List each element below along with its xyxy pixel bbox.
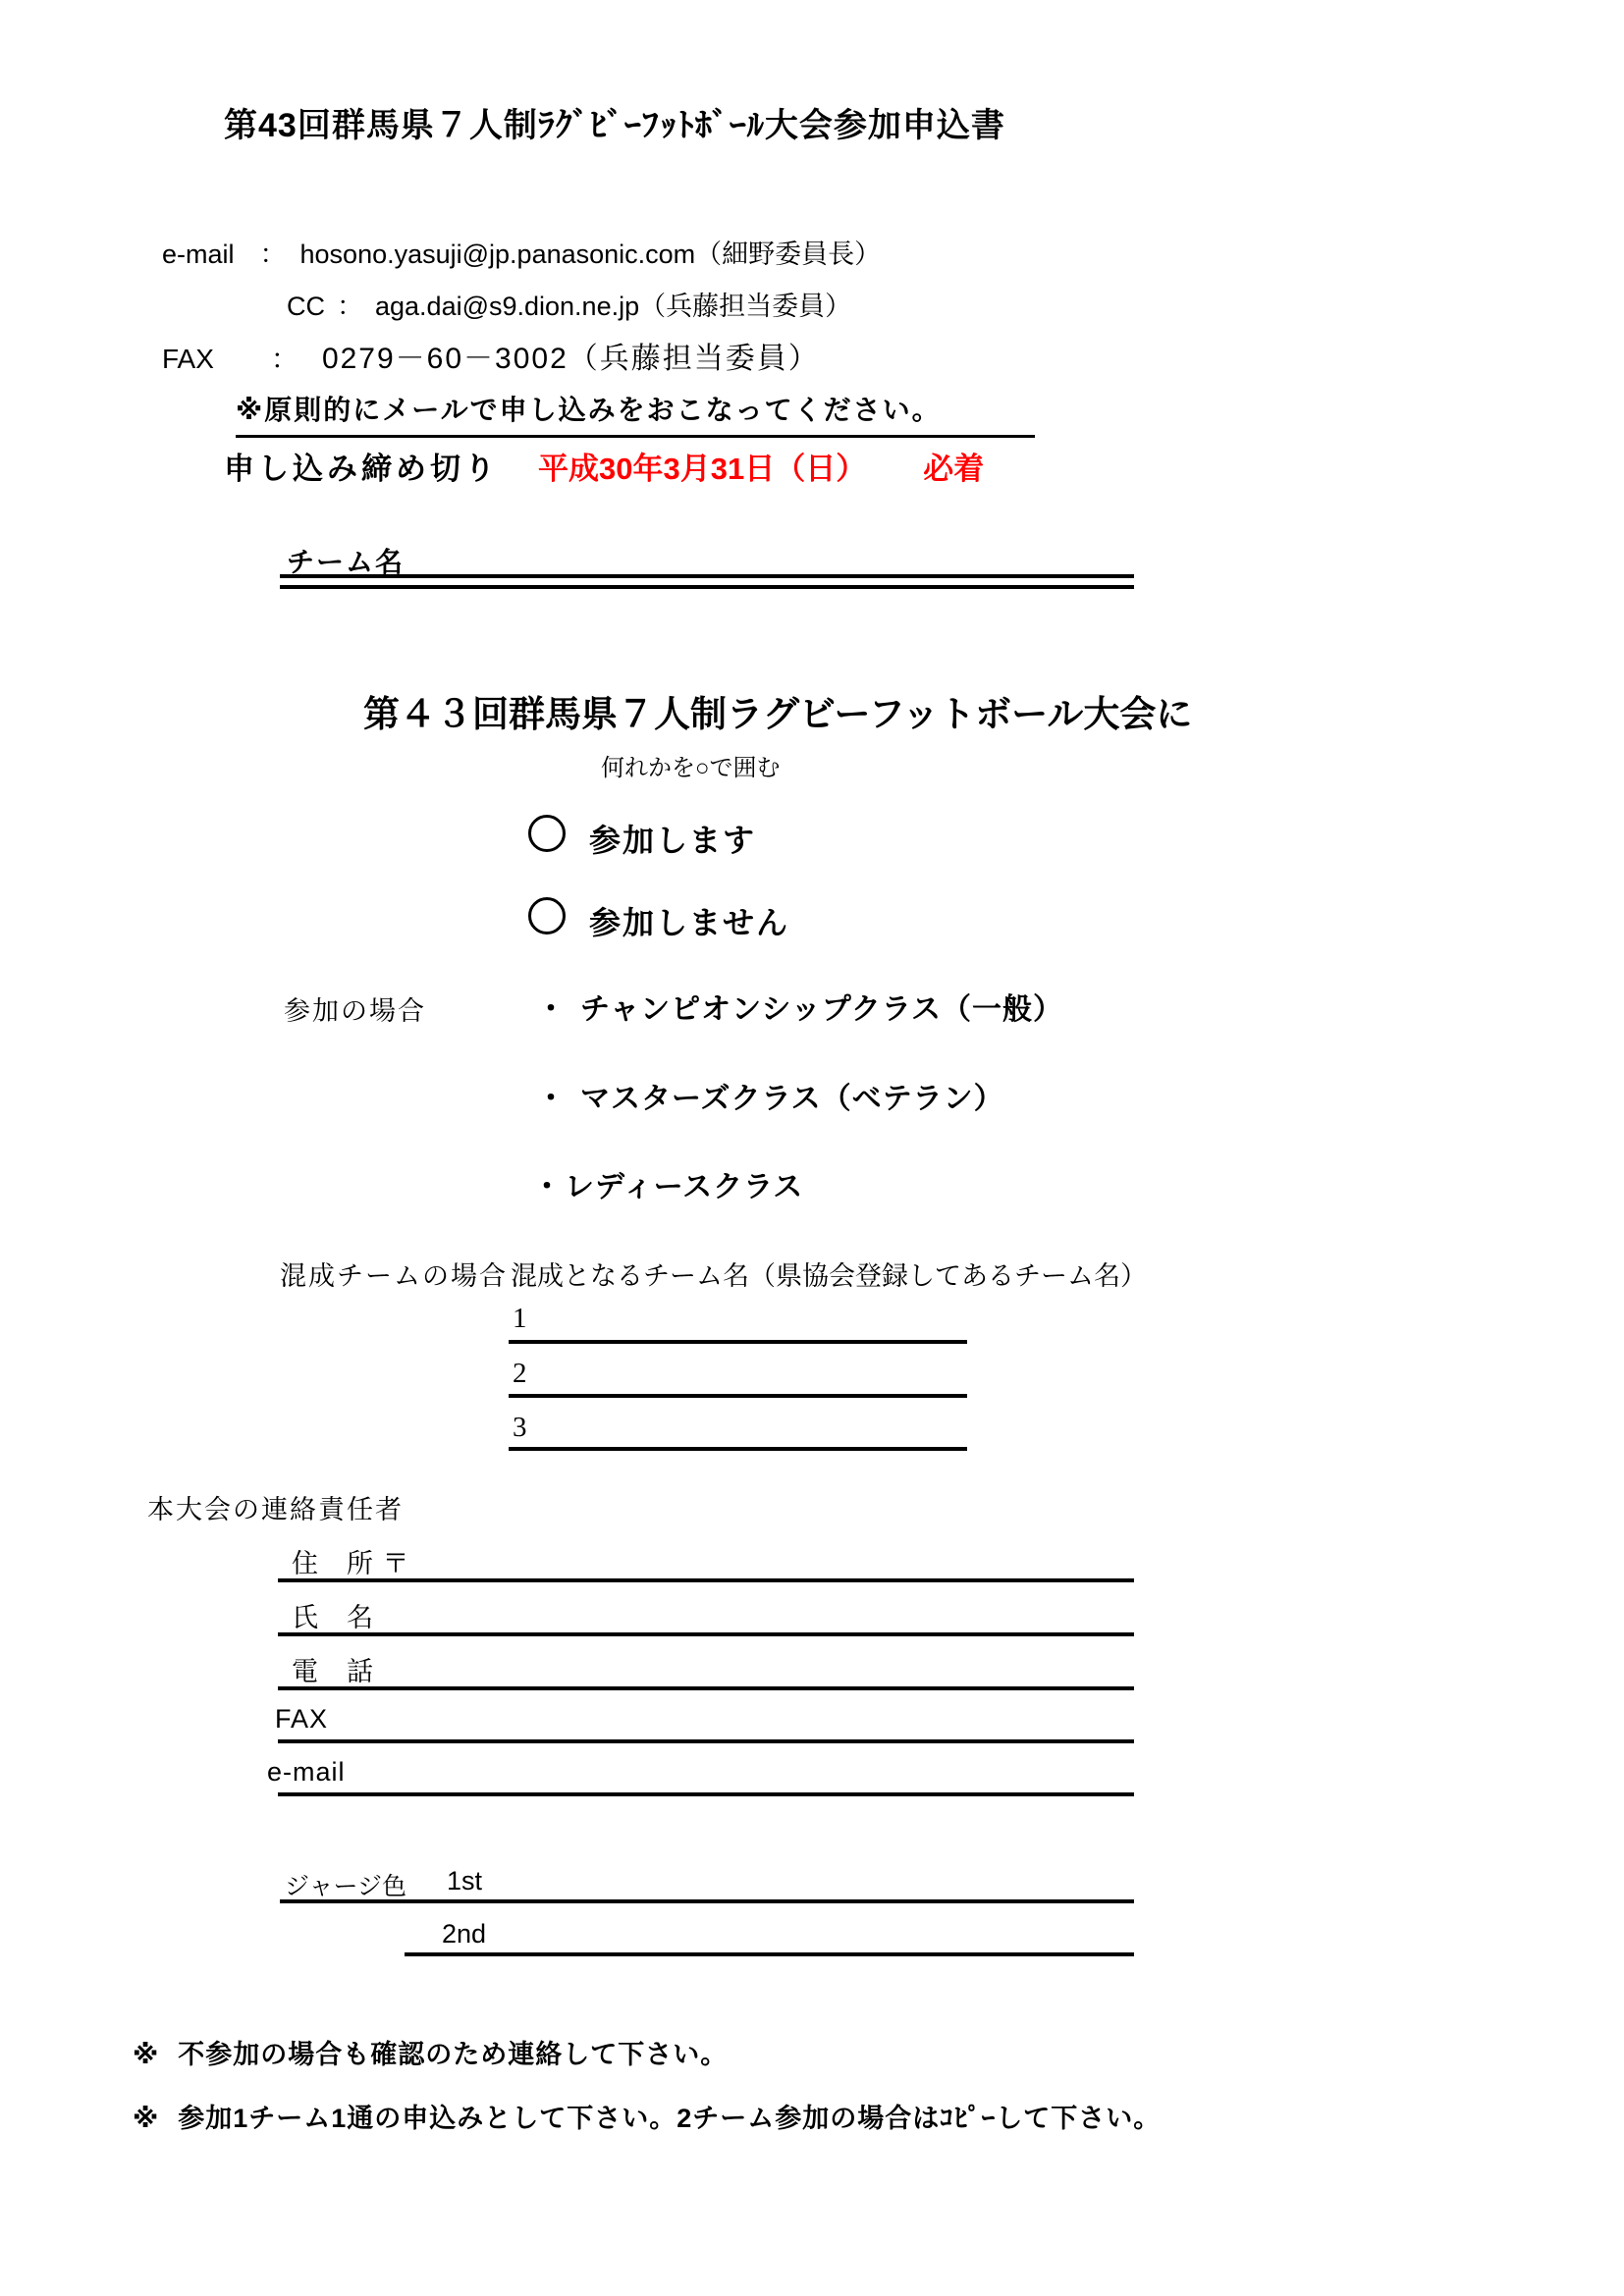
- header-email-row: [162, 233, 881, 271]
- mixed-team-row-number: 1: [513, 1303, 527, 1334]
- deadline-date: 平成30年3月31日（日）: [538, 452, 867, 486]
- bullet-icon: ・: [536, 993, 567, 1026]
- fax-colon: ：: [270, 344, 298, 374]
- cc-colon: ：: [337, 292, 363, 321]
- deadline-row: [224, 444, 984, 488]
- cc-value: aga.dai@s9.dion.ne.jp（兵藤担当委員）: [375, 292, 852, 321]
- team-name-input-line[interactable]: [280, 574, 1134, 589]
- address-field-label: 住 所 〒: [292, 1549, 410, 1578]
- class-option-masters: [536, 1074, 1004, 1117]
- fax-label: FAX: [162, 344, 214, 374]
- email-input-line[interactable]: [278, 1792, 1134, 1796]
- participate-yes-label: 参加します: [589, 823, 757, 858]
- class-option-ladies: [532, 1162, 803, 1205]
- fax-value: 0279－60－3002（兵藤担当委員）: [321, 343, 820, 375]
- mixed-team-condition-label: 混成チームの場合: [280, 1261, 508, 1291]
- participate-no-label: 参加しません: [589, 905, 790, 940]
- note-marker: ※: [133, 2040, 159, 2069]
- email-value: hosono.yasuji@jp.panasonic.com（細野委員長）: [299, 240, 882, 269]
- header-cc-row: [287, 285, 851, 323]
- phone-input-line[interactable]: [278, 1686, 1134, 1690]
- deadline-emphasis: 必着: [923, 452, 985, 486]
- participate-no-circle[interactable]: [528, 897, 566, 934]
- class-condition-label: 参加の場合: [284, 996, 426, 1026]
- class-option-label: マスターズクラス（ベテラン）: [580, 1083, 1004, 1115]
- class-option-label: レディースクラス: [565, 1171, 804, 1203]
- jersey-second-input-line[interactable]: [405, 1952, 1134, 1956]
- participation-heading: 第４３回群馬県７人制ラグビーフットボール大会に: [363, 694, 1193, 734]
- mixed-team-row-number: 2: [513, 1358, 527, 1389]
- mixed-team-instruction: 混成となるチーム名（県協会登録してあるチーム名）: [511, 1261, 1147, 1291]
- contact-person-heading: 本大会の連絡責任者: [147, 1495, 404, 1524]
- jersey-color-label: ジャージ色: [285, 1873, 407, 1900]
- mixed-team-input-line-3[interactable]: [509, 1447, 967, 1451]
- bottom-note-2: [133, 2097, 1161, 2135]
- name-field-label: 氏 名: [292, 1603, 374, 1632]
- jersey-first-input-line[interactable]: [280, 1899, 1134, 1903]
- participate-yes-circle[interactable]: [528, 815, 566, 852]
- team-name-label: チーム名: [287, 547, 406, 577]
- deadline-label: 申し込み締め切り: [224, 452, 499, 486]
- document-title: 第43回群馬県７人制ﾗｸﾞﾋﾞｰﾌｯﾄﾎﾞｰﾙ大会参加申込書: [224, 107, 1005, 144]
- jersey-first-label: 1st: [447, 1866, 483, 1896]
- bullet-icon: ・: [536, 1083, 567, 1115]
- fax-field-label: FAX: [275, 1704, 329, 1734]
- mixed-team-row-number: 3: [513, 1412, 527, 1443]
- jersey-second-label: 2nd: [442, 1919, 487, 1949]
- address-input-line[interactable]: [278, 1578, 1134, 1582]
- email-label: e-mail: [162, 240, 235, 269]
- mixed-team-input-line-1[interactable]: [509, 1340, 967, 1344]
- cc-label: CC: [287, 292, 325, 321]
- email-field-label: e-mail: [267, 1757, 346, 1787]
- fax-input-line[interactable]: [278, 1739, 1134, 1743]
- mixed-team-input-line-2[interactable]: [509, 1394, 967, 1398]
- note-marker: ※: [133, 2104, 159, 2133]
- note-text: 参加1チーム1通の申込みとして下さい。2チーム参加の場合はｺﾋﾟｰして下さい。: [178, 2104, 1162, 2133]
- mail-application-note: ※原則的にメールで申し込みをおこなってください。: [236, 389, 1035, 438]
- email-colon: ：: [259, 240, 287, 269]
- note-text: 不参加の場合も確認のため連絡して下さい。: [178, 2040, 729, 2069]
- bottom-note-1: [133, 2033, 728, 2071]
- phone-field-label: 電 話: [292, 1657, 374, 1686]
- bullet-icon: ・: [532, 1171, 563, 1203]
- header-fax-row: [162, 334, 820, 377]
- name-input-line[interactable]: [278, 1632, 1134, 1636]
- class-option-championship: [536, 985, 1063, 1028]
- circle-instruction: 何れかを○で囲む: [601, 756, 781, 781]
- class-option-label: チャンピオンシップクラス（一般）: [580, 993, 1063, 1026]
